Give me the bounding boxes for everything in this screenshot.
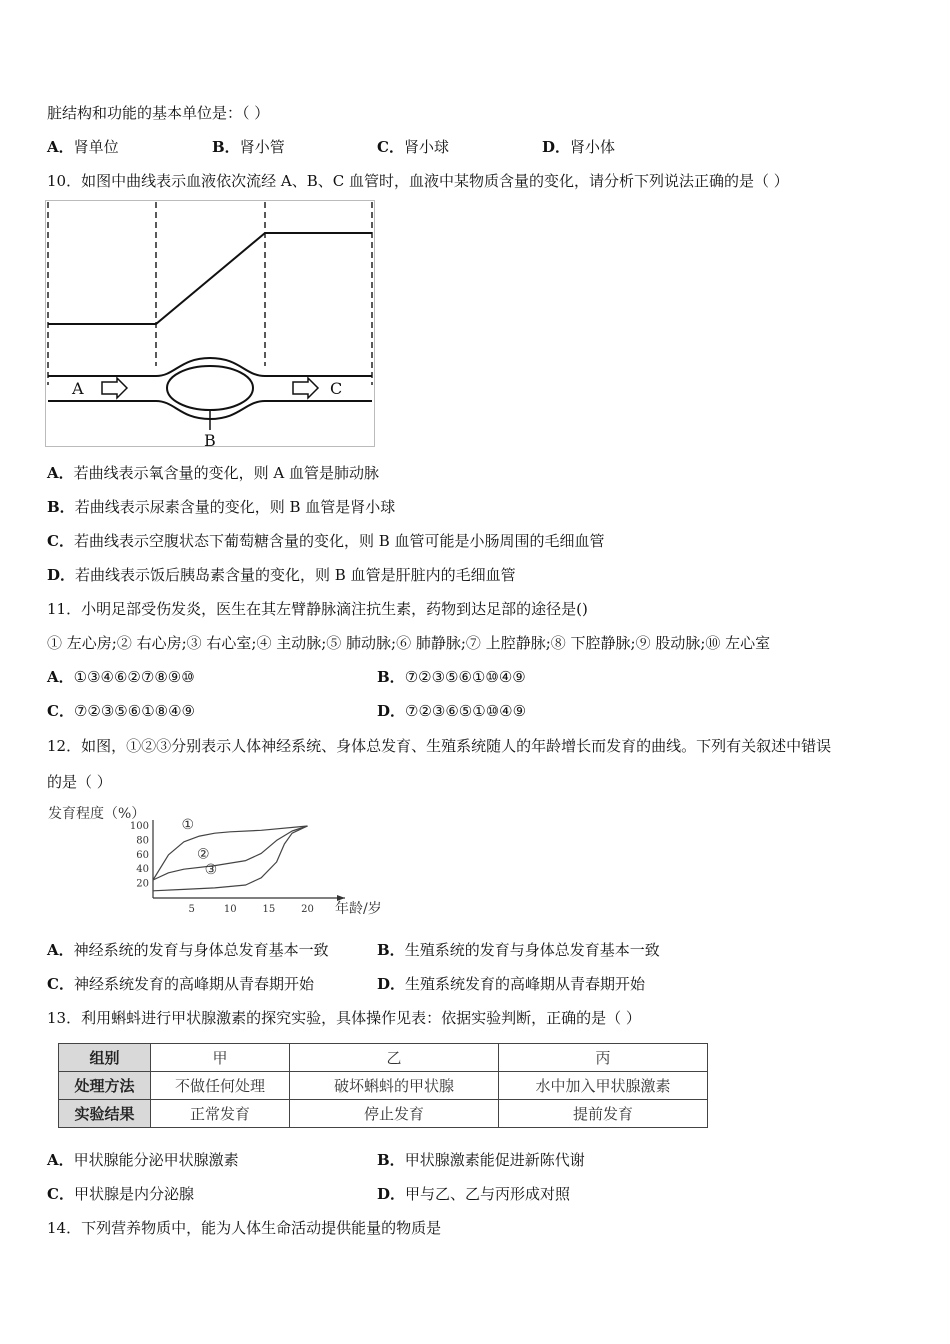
arrow-c-icon — [293, 378, 318, 398]
series-line-1 — [153, 826, 308, 880]
table-row — [59, 1044, 708, 1072]
series-line-2 — [153, 826, 308, 880]
q9-option-c: C．肾小球 — [377, 138, 449, 156]
q12-stem-line1: 12．如图，①②③分别表示人体神经系统、身体总发育、生殖系统随人的年龄增长而发育的曲线。下列有关叙述中错误 — [47, 737, 832, 755]
table-cell: 不做任何处理 — [151, 1072, 290, 1100]
q13-option-d: D．甲与乙、乙与丙形成对照 — [377, 1185, 571, 1203]
x-tick-label: 20 — [301, 904, 314, 915]
q10-option-a: A．若曲线表示氧含量的变化，则 A 血管是肺动脉 — [47, 464, 380, 482]
x-tick-label: 15 — [262, 904, 276, 915]
table-cell: 正常发育 — [151, 1100, 290, 1128]
q11-option-a: A．①③④⑥②⑦⑧⑨⑩ — [47, 668, 195, 686]
q12-option-b: B．生殖系统的发育与身体总发育基本一致 — [377, 941, 660, 959]
q12-stem-line2: 的是（ ） — [47, 773, 112, 791]
q12-option-c: C．神经系统发育的高峰期从青春期开始 — [47, 975, 314, 993]
series-label-2: ② — [196, 846, 210, 863]
q13-stem: 13．利用蝌蚪进行甲状腺激素的探究实验，具体操作见表：依据实验判断，正确的是（ ） — [47, 1009, 641, 1027]
table-cell: 丙 — [499, 1044, 708, 1072]
table-cell: 甲 — [151, 1044, 290, 1072]
q12-option-a: A．神经系统的发育与身体总发育基本一致 — [47, 941, 329, 959]
table-header-cell: 处理方法 — [59, 1072, 151, 1100]
q11-option-c: C．⑦②③⑤⑥①⑧④⑨ — [47, 702, 195, 720]
q10-option-c: C．若曲线表示空腹状态下葡萄糖含量的变化，则 B 血管可能是小肠周围的毛细血管 — [47, 532, 605, 550]
table-cell: 提前发育 — [499, 1100, 708, 1128]
label-a: A — [72, 379, 84, 398]
q11-list: ① 左心房;② 右心房;③ 右心室;④ 主动脉;⑤ 肺动脉;⑥ 肺静脉;⑦ 上腔静脉;⑧ 下腔静脉;⑨ 股动脉;⑩ 左心室 — [47, 634, 771, 652]
x-tick-label: 5 — [188, 904, 195, 915]
chart-ylabel: 发育程度（%） — [48, 806, 146, 822]
x-tick-label: 10 — [223, 904, 237, 915]
series-label-3: ③ — [204, 862, 218, 879]
development-chart — [45, 800, 382, 925]
q11-stem: 11．小明足部受伤发炎，医生在其左臂静脉滴注抗生素，药物到达足部的途径是() — [47, 600, 588, 618]
y-tick-label: 60 — [136, 849, 149, 861]
q9-option-a: A．肾单位 — [47, 138, 119, 156]
q9-option-d: D．肾小体 — [542, 138, 616, 156]
q10-stem: 10．如图中曲线表示血液依次流经 A、B、C 血管时，血液中某物质含量的变化，请分析下列说法正确的是（ ） — [47, 172, 789, 190]
y-tick-label: 20 — [136, 878, 149, 890]
label-c: C — [330, 379, 343, 398]
content-curve — [48, 233, 372, 324]
q13-option-a: A．甲状腺能分泌甲状腺激素 — [47, 1151, 239, 1169]
table-cell: 停止发育 — [290, 1100, 499, 1128]
arrow-a-icon — [102, 378, 127, 398]
series-label-1: ① — [181, 816, 195, 833]
q10-option-d: D．若曲线表示饭后胰岛素含量的变化，则 B 血管是肝脏内的毛细血管 — [47, 566, 516, 584]
q9-option-b: B．肾小管 — [212, 138, 285, 156]
y-tick-label: 100 — [129, 821, 149, 832]
table-header-cell: 实验结果 — [59, 1100, 151, 1128]
table-cell: 水中加入甲状腺激素 — [499, 1072, 708, 1100]
y-tick-label: 40 — [136, 864, 149, 876]
blood-vessel-figure — [45, 200, 375, 450]
q10-option-b: B．若曲线表示尿素含量的变化，则 B 血管是肾小球 — [47, 498, 396, 516]
table-header-cell: 组别 — [59, 1044, 151, 1072]
experiment-table — [58, 1043, 708, 1128]
q11-option-b: B．⑦②③⑤⑥①⑩④⑨ — [377, 668, 526, 686]
q9-stem: 脏结构和功能的基本单位是：（ ） — [47, 104, 270, 122]
table-cell: 乙 — [290, 1044, 499, 1072]
table-row — [59, 1100, 708, 1128]
q14-stem: 14．下列营养物质中，能为人体生命活动提供能量的物质是 — [47, 1219, 442, 1237]
table-cell: 破坏蝌蚪的甲状腺 — [290, 1072, 499, 1100]
q12-option-d: D．生殖系统发育的高峰期从青春期开始 — [377, 975, 646, 993]
q13-option-b: B．甲状腺激素能促进新陈代谢 — [377, 1151, 585, 1169]
chart-xlabel: 年龄/岁 — [335, 901, 382, 917]
table-row — [59, 1072, 708, 1100]
capillary-inner — [167, 366, 253, 410]
y-tick-label: 80 — [136, 835, 149, 847]
q13-option-c: C．甲状腺是内分泌腺 — [47, 1185, 194, 1203]
q11-option-d: D．⑦②③⑥⑤①⑩④⑨ — [377, 702, 527, 720]
label-b: B — [204, 431, 216, 450]
